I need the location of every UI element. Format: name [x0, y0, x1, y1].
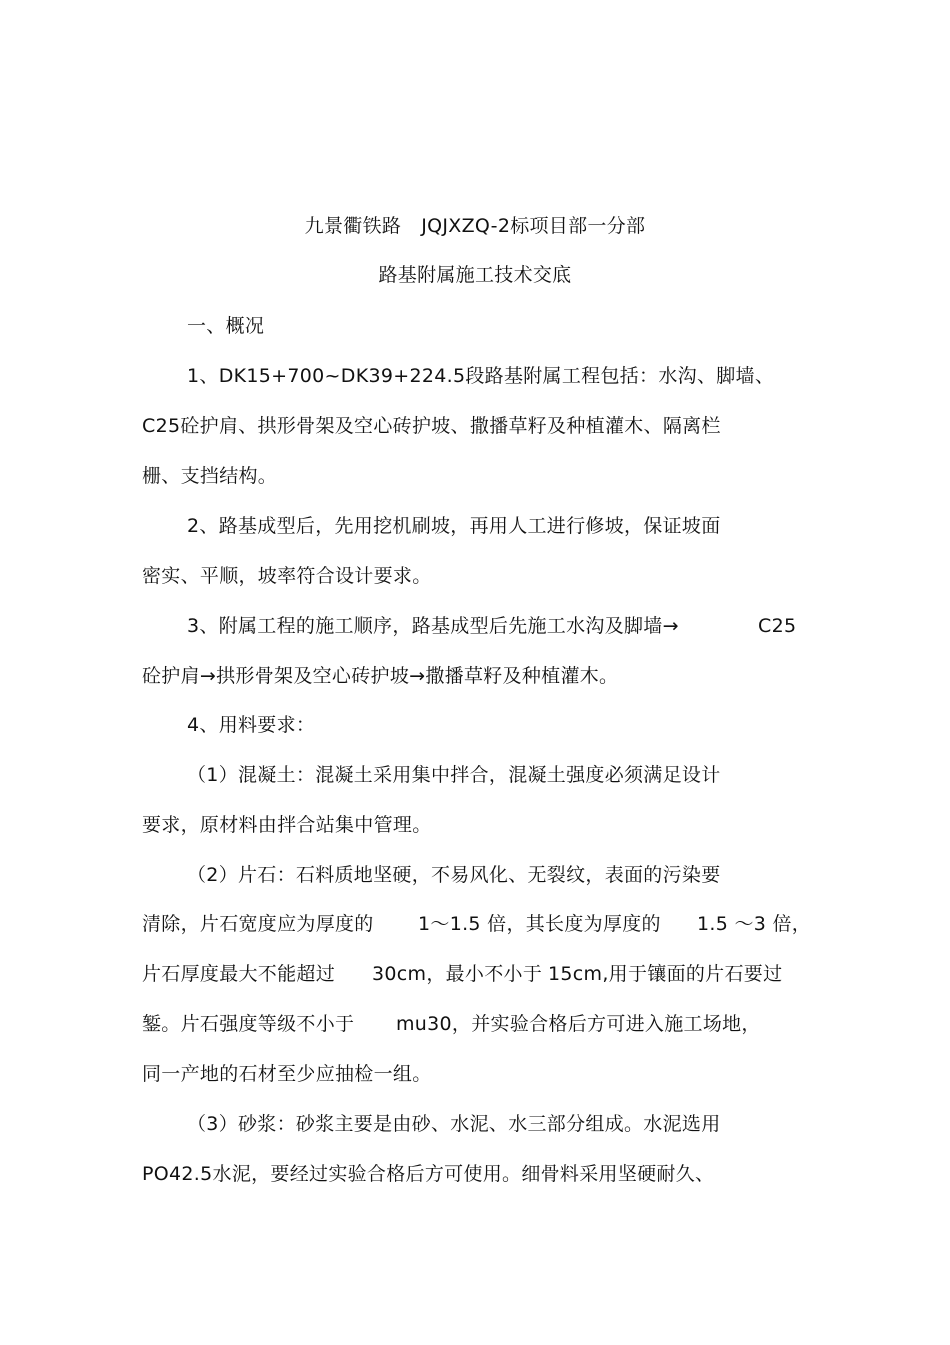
material2-line2a: 清除，片石宽度应为厚度的	[142, 913, 374, 935]
item4-heading: 4、用料要求：	[187, 714, 316, 736]
material2-line2c: 1.5 ～3 倍，	[697, 913, 812, 935]
material1-line2: 要求，原材料由拌合站集中管理。	[142, 814, 432, 836]
material2-line4b: mu30，并实验合格后方可进入施工场地，	[396, 1013, 761, 1035]
item3-line2: 砼护肩→拱形骨架及空心砖护坡→撒播草籽及种植灌木。	[142, 665, 619, 687]
item2-line1: 2、路基成型后，先用挖机刷坡，再用人工进行修坡，保证坡面	[187, 515, 721, 537]
title-project-section: JQJXZQ-2标项目部一分部	[421, 215, 646, 237]
material3-line2: PO42.5水泥，要经过实验合格后方可使用。细骨料采用坚硬耐久、	[142, 1163, 715, 1185]
material2-line4a: 錾。片石强度等级不小于	[142, 1013, 355, 1035]
material2-line3c: 15cm,用于镶面的片石要过	[548, 963, 783, 985]
item2-line2: 密实、平顺，坡率符合设计要求。	[142, 565, 432, 587]
material2-line3a: 片石厚度最大不能超过	[142, 963, 336, 985]
item3-line1-c25: C25	[758, 615, 797, 637]
material2-line3b: 30cm，最小不小于	[372, 963, 543, 985]
item1-line3: 栅、支挡结构。	[142, 465, 278, 487]
document-title-line1	[0, 213, 950, 239]
material2-line5: 同一产地的石材至少应抽检一组。	[142, 1063, 432, 1085]
item1-line2: C25砼护肩、拱形骨架及空心砖护坡、撒播草籽及种植灌木、隔离栏	[142, 415, 721, 437]
material3-line1: （3）砂浆：砂浆主要是由砂、水泥、水三部分组成。水泥选用	[187, 1113, 721, 1135]
item1-line1: 1、DK15+700~DK39+224.5段路基附属工程包括：水沟、脚墙、	[187, 365, 775, 387]
title-railway-name: 九景衢铁路	[304, 215, 402, 237]
material2-line1: （2）片石：石料质地坚硬，不易风化、无裂纹，表面的污染要	[187, 864, 721, 886]
item3-line1-text: 3、附属工程的施工顺序，路基成型后先施工水沟及脚墙→	[187, 615, 679, 637]
document-title-line2: 路基附属施工技术交底	[378, 264, 572, 286]
item3-line1	[187, 613, 679, 639]
section-heading-overview: 一、概况	[187, 315, 265, 337]
material2-line2b: 1～1.5 倍，其长度为厚度的	[418, 913, 661, 935]
material1-line1: （1）混凝土：混凝土采用集中拌合，混凝土强度必须满足设计	[187, 764, 721, 786]
